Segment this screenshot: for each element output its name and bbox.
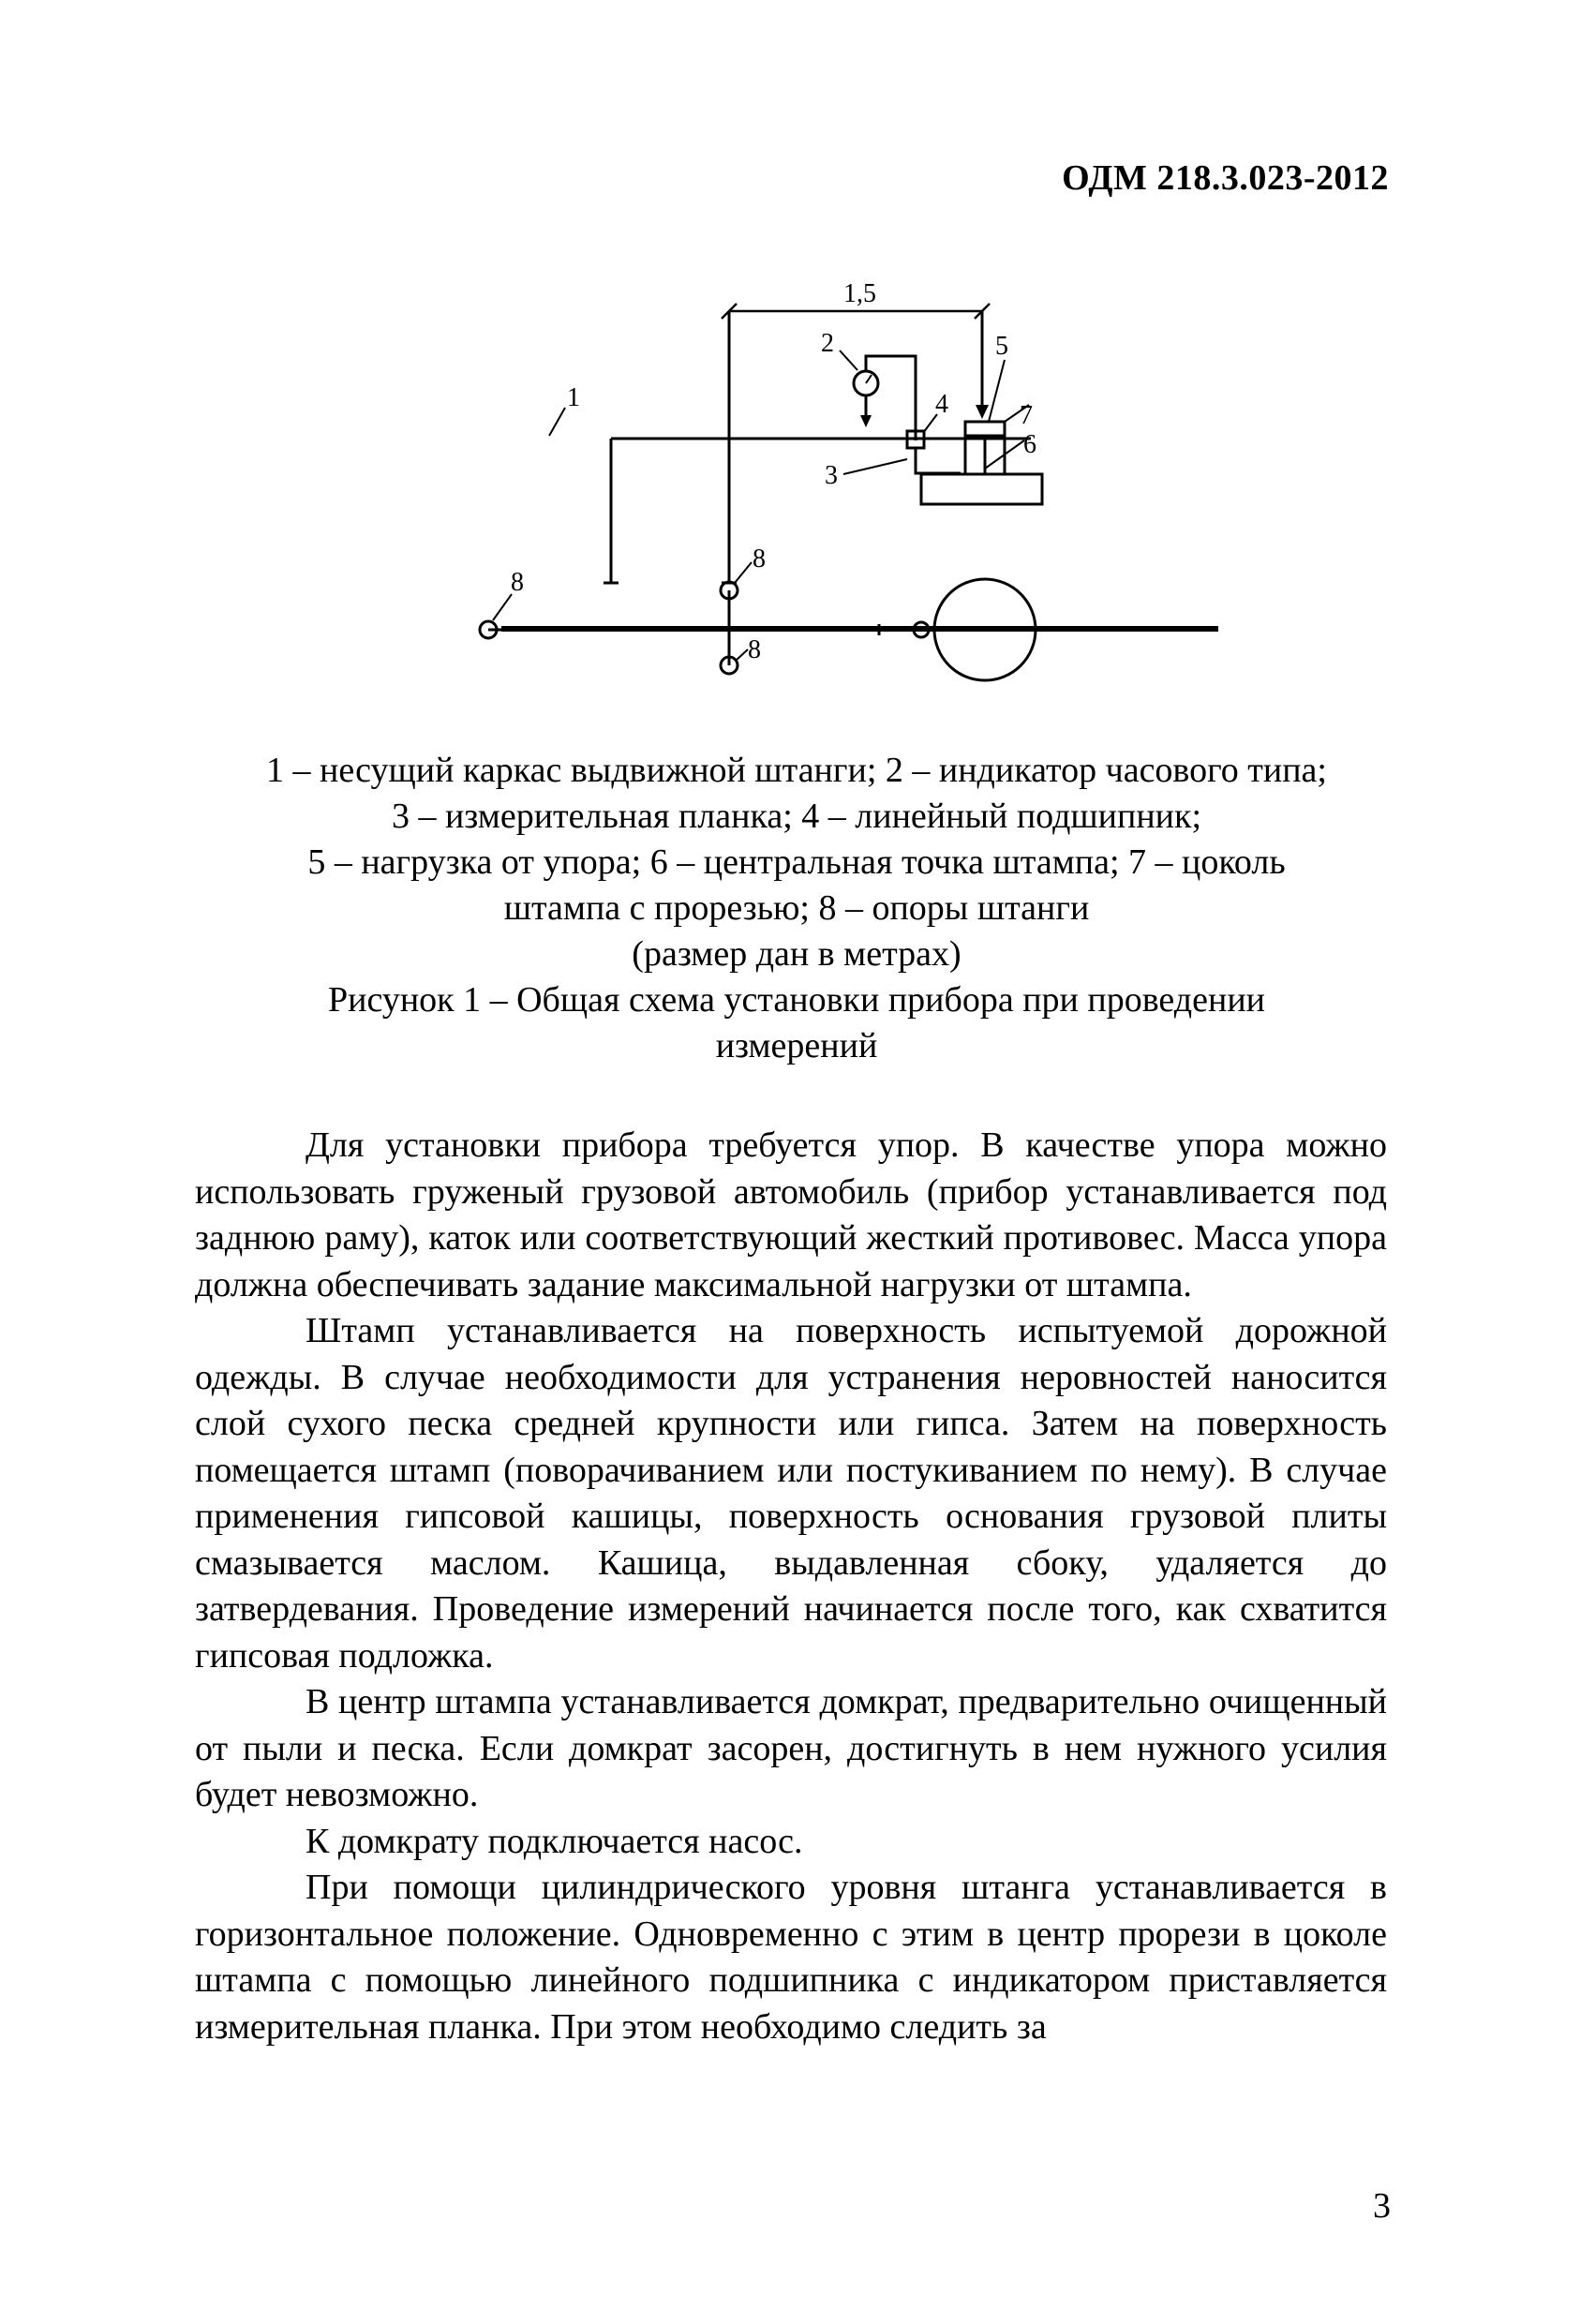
callout-3: 3 [825,461,838,490]
figure-caption [178,748,1415,1069]
callout-8-bottom: 8 [748,635,761,664]
callout-leader-1 [549,408,565,436]
plan-leader-8-bottom [736,649,748,661]
paragraph: В центр штампа устанавливается домкрат, предварительно очищенный от пыли и песка. Если домкрат засорен, достигнуть в нем нужного усилия будет невозможно. [195,1682,1387,1814]
paragraph: Для установки прибора требуется упор. В качестве упора можно использовать груженый грузовой автомобиль (прибор устанавливается под заднюю раму), каток или соответствующий жесткий противовес. Масса упора должна обеспечивать задание максимальной нагрузки от штампа. [195,1125,1387,1304]
load-arrowhead [976,405,989,419]
legend-line: 5 – нагрузка от упора; 6 – центральная точка штампа; 7 – цоколь [307,842,1286,882]
legend-line: штампа с прорезью; 8 – опоры штанги [503,888,1090,928]
callout-4: 4 [935,390,948,419]
callout-leader-3 [843,459,907,474]
stamp-base [921,474,1042,504]
setup-diagram [375,281,1218,712]
indicator-bracket [866,356,916,440]
callout-leader-2 [840,350,857,370]
paragraph: К домкрату подключается насос. [306,1821,803,1861]
figure-title-line: Рисунок 1 – Общая схема установки прибора при проведении [327,980,1265,1020]
paragraph: Штамп устанавливается на поверхность испытуемой дорожной одежды. В случае необходимости для устранения неровностей наносится слой сухого песка средней крупности или гипса. Затем на поверхность помещается штамп (поворачиванием или постукиванием по нему). В случае применения гипсовой кашицы, поверхность основания грузовой плиты смазывается маслом. Кашица, выдавленная сбоку, удаляется до затвердевания. Проведение измерений начинается после того, как схватится гипсовая подложка. [195,1311,1387,1676]
legend-line: 3 – измерительная планка; 4 – линейный подшипник; [391,797,1202,836]
callout-1: 1 [567,383,580,412]
dial-needle [866,375,872,383]
page-number: 3 [1373,2186,1391,2226]
callout-2: 2 [821,329,834,358]
legend-line: 1 – несущий каркас выдвижной штанги; 2 – индикатор часового типа; [266,751,1327,790]
indicator-arrowhead [860,415,872,427]
figure-title-line: измерений [715,1026,878,1065]
callout-8-left: 8 [511,568,524,597]
callout-7: 7 [1020,401,1033,430]
plan-leader-8-top [735,562,752,583]
document-code: ОДМ 218.3.023-2012 [1062,158,1389,198]
body-text [195,1123,1387,2050]
dimension-label: 1,5 [843,281,876,308]
callout-leader-5 [989,360,1005,422]
paragraph: При помощи цилиндрического уровня штанга устанавливается в горизонтальное положение. Одновременно с этим в центр прорези в цоколе штампа с помощью линейного подшипника с индикатором приставляется измерительная планка. При этом необходимо следить за [195,1868,1387,2047]
callout-8-top: 8 [753,544,766,574]
callout-5: 5 [995,332,1008,361]
callout-6: 6 [1023,430,1036,459]
measuring-bar [916,448,961,473]
plan-leader-8-left [493,594,512,620]
legend-line: (размер дан в метрах) [632,934,961,974]
